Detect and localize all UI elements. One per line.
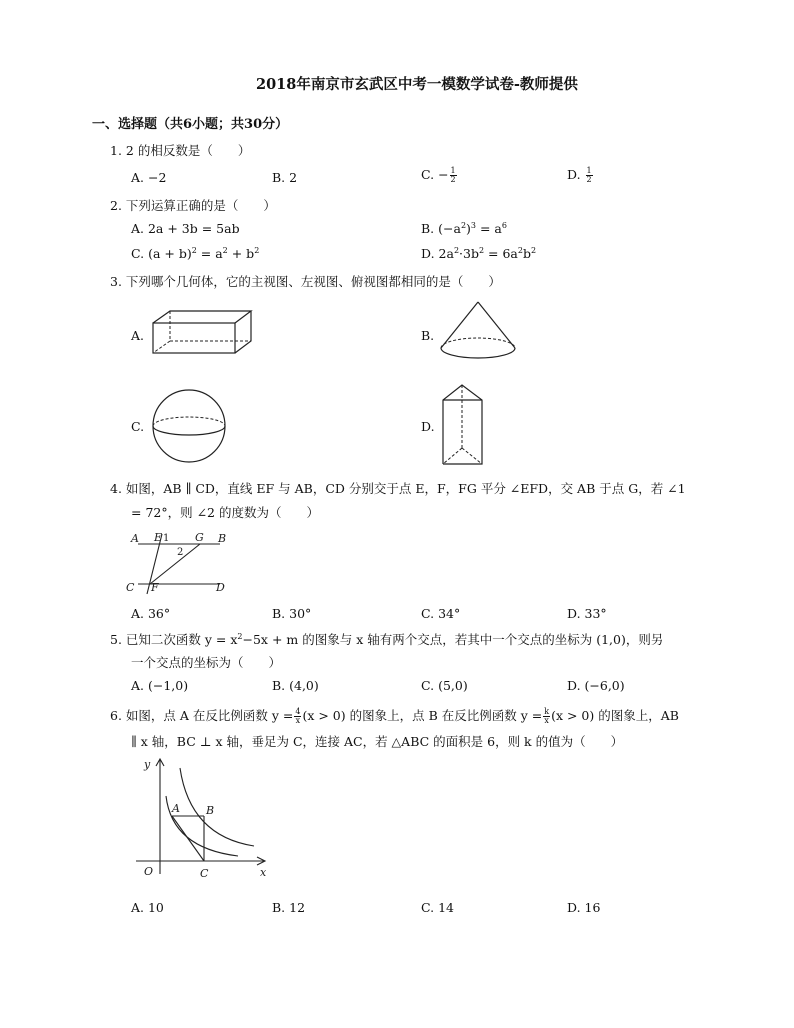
q4-option-d[interactable]: D. 33° <box>567 606 607 621</box>
q2-b-sup: 3 <box>470 220 477 230</box>
q2-option-c[interactable] <box>131 246 259 262</box>
q2-d-text: D. 2a <box>421 246 454 261</box>
q2-c-sup: 2 <box>191 245 197 255</box>
q1-c-fraction <box>450 167 457 184</box>
q2-d-text: ·3b <box>459 246 479 261</box>
q2-d-text: = 6a <box>484 246 518 261</box>
q4-option-b[interactable]: B. 30° <box>272 606 312 621</box>
q2-b-sup: 2 <box>460 220 467 230</box>
q1-d-prefix: D. <box>567 167 585 182</box>
q1-d-fraction <box>586 167 593 184</box>
q2-d-sup: 2 <box>517 245 523 255</box>
label-x-axis: x <box>260 866 267 879</box>
q4-stem-line1: 4. 如图，AB ∥ CD，直线 EF 与 AB，CD 分别交于点 E，F，FG 平分 ∠EFD，交 AB 于点 G，若 ∠1 <box>110 481 686 496</box>
q6-stem-line1 <box>110 708 679 725</box>
q2-b-sup: 6 <box>501 220 507 230</box>
label-O: O <box>144 865 154 878</box>
q2-c-text: = a <box>196 246 223 261</box>
prism-figure <box>438 380 488 470</box>
label-angle-1: 1 <box>163 533 170 544</box>
parallel-lines-figure <box>122 528 234 596</box>
q2-d-sup: 2 <box>531 245 537 255</box>
q2-d-text: b <box>522 246 531 261</box>
q2-c-text: C. (a + b) <box>131 246 192 261</box>
q5-stem-sup: 2 <box>237 631 243 641</box>
cone-figure <box>437 300 519 362</box>
q6-option-d[interactable]: D. 16 <box>567 900 601 915</box>
q3-option-c[interactable]: C. <box>131 419 145 434</box>
q5-option-c[interactable]: C. (5,0) <box>421 678 468 693</box>
label-F: F <box>151 581 159 594</box>
label-y-axis: y <box>144 758 151 771</box>
frac-num: 1 <box>586 166 592 175</box>
q6-stem-text: (x > 0) 的图象上，点 B 在反比例函数 y = <box>302 708 543 723</box>
label-D: D <box>216 581 225 594</box>
label-G: G <box>195 531 204 544</box>
q6-option-c[interactable]: C. 14 <box>421 900 454 915</box>
q2-b-text: B. (−a <box>421 221 461 236</box>
q4-option-a[interactable]: A. 36° <box>131 606 171 621</box>
q2-stem: 2. 下列运算正确的是（ ） <box>110 198 276 213</box>
q6-stem-text: 6. 如图，点 A 在反比例函数 y = <box>110 708 294 723</box>
q5-option-a[interactable]: A. (−1,0) <box>131 678 189 693</box>
sphere-figure <box>150 386 230 466</box>
label-E: E <box>154 531 163 544</box>
label-A: A <box>131 532 139 545</box>
q1-stem: 1. 2 的相反数是（ ） <box>110 143 251 158</box>
cuboid-figure <box>150 308 254 356</box>
inverse-function-graph <box>134 756 274 880</box>
q6-stem-text: (x > 0) 的图象上，AB <box>551 708 679 723</box>
q2-c-text: + b <box>227 246 255 261</box>
q2-option-a[interactable]: A. 2a + 3b = 5ab <box>131 221 240 236</box>
q5-stem-text: −5x + m 的图象与 x 轴有两个交点，若其中一个交点的坐标为 (1,0)，则另 <box>242 632 664 647</box>
q3-option-b[interactable]: B. <box>421 328 435 343</box>
frac-num: 4 <box>295 707 301 716</box>
q3-option-a[interactable]: A. <box>131 328 145 343</box>
frac-den: 2 <box>586 175 592 184</box>
frac-num: k <box>544 707 550 716</box>
label-B: B <box>206 804 215 817</box>
q4-stem-line2: = 72°，则 ∠2 的度数为（ ） <box>131 505 319 520</box>
q5-stem-line2: 一个交点的坐标为（ ） <box>131 655 282 670</box>
label-A: A <box>172 802 180 815</box>
q1-option-c[interactable] <box>421 167 458 184</box>
q5-stem-text: 5. 已知二次函数 y = x <box>110 632 238 647</box>
label-C: C <box>200 867 209 880</box>
q6-fraction-k-over-x <box>543 708 550 725</box>
q2-b-text: = a <box>476 221 502 236</box>
q2-option-d[interactable] <box>421 246 536 262</box>
section-heading: 一、选择题（共6小题；共30分） <box>92 117 289 132</box>
q5-option-d[interactable]: D. (−6,0) <box>567 678 625 693</box>
q6-option-b[interactable]: B. 12 <box>272 900 306 915</box>
q6-option-a[interactable]: A. 10 <box>131 900 164 915</box>
q1-option-d[interactable] <box>567 167 594 184</box>
q2-c-sup: 2 <box>254 245 260 255</box>
frac-num: 1 <box>450 166 456 175</box>
q2-c-sup: 2 <box>222 245 228 255</box>
q3-stem: 3. 下列哪个几何体，它的主视图、左视图、俯视图都相同的是（ ） <box>110 274 501 289</box>
q4-option-c[interactable]: C. 34° <box>421 606 461 621</box>
q1-c-prefix: C. − <box>421 167 449 182</box>
q5-stem-line1 <box>110 632 663 648</box>
q2-b-text: ) <box>466 221 471 236</box>
q2-option-b[interactable] <box>421 221 507 237</box>
label-B: B <box>218 532 227 545</box>
page-title: 2018年南京市玄武区中考一模数学试卷-教师提供 <box>256 76 578 93</box>
q6-fraction-4-over-x <box>294 708 301 725</box>
q5-option-b[interactable]: B. (4,0) <box>272 678 319 693</box>
q2-d-sup: 2 <box>478 245 485 255</box>
frac-den: 2 <box>450 175 456 184</box>
label-C: C <box>126 581 135 594</box>
frac-den: x <box>295 716 301 725</box>
label-angle-2: 2 <box>177 547 184 558</box>
frac-den: x <box>544 716 549 725</box>
q1-option-b[interactable]: B. 2 <box>272 170 298 185</box>
q6-stem-line2: ∥ x 轴，BC ⊥ x 轴，垂足为 C，连接 AC，若 △ABC 的面积是 6，则 k 的值为（ ） <box>131 734 624 749</box>
q2-d-sup: 2 <box>453 245 460 255</box>
q1-option-a[interactable]: A. −2 <box>131 170 167 185</box>
q3-option-d[interactable]: D. <box>421 419 435 434</box>
